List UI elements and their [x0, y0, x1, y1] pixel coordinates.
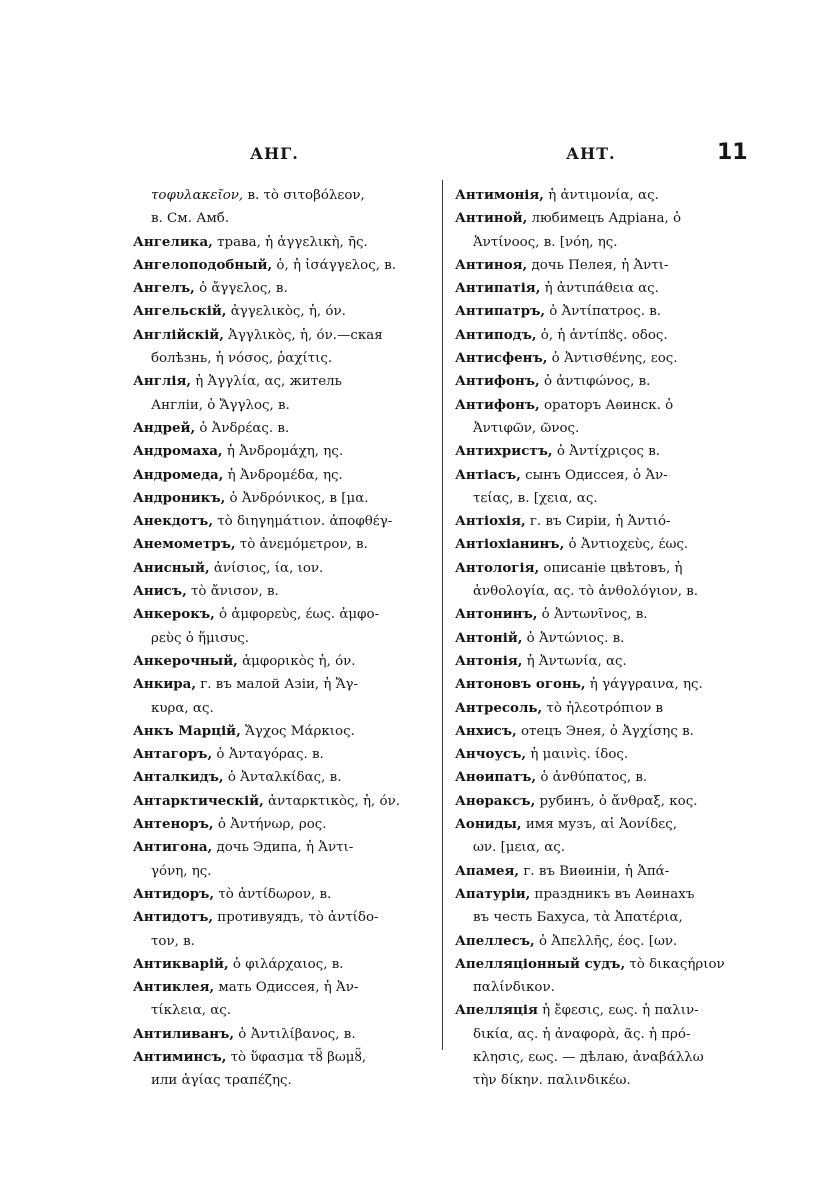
- dictionary-entry: [133, 487, 429, 510]
- dictionary-entry: [455, 207, 755, 230]
- entry-continuation-line: [133, 1069, 429, 1092]
- entry-continuation-line: [133, 207, 429, 230]
- entry-headword: Анѳраксъ,: [455, 792, 536, 809]
- entry-continuation-line: [133, 184, 429, 207]
- entry-continuation-line: [455, 1023, 755, 1046]
- dictionary-entry: [455, 743, 755, 766]
- entry-definition: ὁ ἄγγελος, в.: [194, 281, 288, 297]
- entry-headword: Англійскій,: [133, 326, 224, 343]
- entry-headword: Анкерочный,: [133, 652, 238, 669]
- entry-headword: Антіохія,: [455, 513, 526, 530]
- entry-definition: ὁ, ἡ ἀντίπȣς. οδος.: [536, 327, 668, 343]
- entry-definition: описаніе цвѣтовъ, ἡ: [539, 560, 683, 576]
- right-column: [455, 184, 755, 1093]
- entry-continuation-line: [455, 487, 755, 510]
- entry-definition: ἀνίσιος, ία, ιον.: [209, 560, 324, 576]
- entry-definition: ораторъ Аѳинск. ὁ: [539, 397, 674, 413]
- entry-headword: Антагоръ,: [133, 746, 213, 763]
- dictionary-entry: [133, 370, 429, 393]
- entry-definition: τείας, в. [χεια, ας.: [473, 490, 598, 506]
- entry-continuation-line: [133, 999, 429, 1022]
- entry-continuation-line: [455, 580, 755, 603]
- entry-definition: Ἄγχος Μάρκιος.: [240, 723, 355, 739]
- dictionary-entry: [455, 464, 755, 487]
- dictionary-entry: [133, 953, 429, 976]
- dictionary-entry: [455, 394, 755, 417]
- entry-definition: ὁ Ἀνδρέας. в.: [195, 420, 290, 436]
- entry-definition: праздникъ въ Аѳинахъ: [530, 886, 695, 902]
- entry-definition: ἀμφορικὸς ἡ, όν.: [237, 653, 356, 669]
- entry-definition: τὴν δίκην. παλινδικέω.: [473, 1073, 631, 1089]
- entry-definition: ὁ Ἀντήνωρ, ρος.: [213, 817, 327, 833]
- entry-headword: Апамея,: [455, 862, 520, 879]
- dictionary-entry: [455, 697, 755, 720]
- entry-headword: Антигона,: [133, 839, 213, 856]
- entry-continuation-line: [455, 1069, 755, 1092]
- entry-definition: τὸ διηγημάτιον. ἀποφθέγ-: [212, 514, 393, 530]
- entry-headword: Антресоль,: [455, 699, 543, 716]
- entry-definition: любимецъ Адріана, ὁ: [527, 211, 682, 227]
- entry-definition: г. въ малой Азіи, ἡ Ἄγ-: [196, 677, 359, 693]
- entry-headword: Апатуріи,: [455, 885, 531, 902]
- entry-definition: сынъ Одиссея, ὁ Ἀν-: [520, 467, 668, 483]
- entry-definition: ὁ ἀμφορεὺς, έως. ἀμφο-: [214, 607, 380, 623]
- entry-definition: ὁ Ἀνταλκίδας, в.: [223, 770, 342, 786]
- entry-definition: ἡ Ἀνδρομάχη, ης.: [222, 444, 344, 460]
- entry-definition: Ἀντίνοος, в. [νόη, ης.: [473, 234, 618, 250]
- entry-definition: τὸ ἀντίδωρον, в.: [214, 886, 332, 902]
- dictionary-entry: [133, 906, 429, 929]
- dictionary-entry: [133, 650, 429, 673]
- entry-definition: ὁ, ἡ ἰσάγγελος, в.: [272, 257, 397, 273]
- page-header: [0, 140, 840, 170]
- entry-definition: отецъ Энея, ὁ Ἀγχίσης в.: [516, 723, 694, 739]
- entry-headword: Антеноръ,: [133, 816, 214, 833]
- entry-headword: Апелляціонный судъ,: [455, 955, 626, 972]
- entry-headword: Антиподъ,: [455, 326, 537, 343]
- dictionary-entry: [133, 766, 429, 789]
- entry-headword: Анкерокъ,: [133, 606, 215, 623]
- entry-headword: Антонія,: [455, 652, 523, 669]
- dictionary-entry: [455, 254, 755, 277]
- entry-definition: ἡ Ἀντωνία, ας.: [522, 653, 627, 669]
- entry-definition: ἀνθολογία, ας. τὸ ἀνθολόγιον, в.: [473, 584, 699, 600]
- entry-definition: ἡ Ἀγγλία, ας, житель: [191, 374, 342, 390]
- entry-definition: ὁ Ἀντώνιος. в.: [522, 630, 625, 646]
- dictionary-entry: [455, 557, 755, 580]
- entry-headword: Апелляція: [455, 1002, 538, 1019]
- dictionary-entry: [455, 347, 755, 370]
- entry-definition: ἡ ἀντιμονία, ας.: [543, 188, 659, 203]
- entry-definition: ων. [μεια, ας.: [473, 840, 566, 856]
- dictionary-entry: [133, 1023, 429, 1046]
- entry-headword: Антиливанъ,: [133, 1025, 235, 1042]
- entry-definition: Ἀγγλικὸς, ἡ, όν.—ская: [223, 327, 383, 343]
- entry-definition: ἡ ἀντιπάθεια ας.: [540, 281, 659, 297]
- dictionary-entry: [133, 231, 429, 254]
- entry-definition: ὁ φιλάρχαιος, в.: [228, 956, 344, 972]
- entry-definition: дочь Эдипа, ἡ Ἀντι-: [212, 840, 354, 856]
- entry-headword: Анекдотъ,: [133, 513, 213, 530]
- entry-definition: ὁ ἀνθύπατος, в.: [536, 770, 648, 786]
- dictionary-entry: [455, 673, 755, 696]
- dictionary-entry: [133, 510, 429, 533]
- entry-definition: ρεὺς ὁ ἥμισυς.: [151, 630, 250, 646]
- dictionary-entry: [133, 300, 429, 323]
- entry-definition: Англіи, ὁ Ἄγγλος, в.: [151, 397, 290, 413]
- entry-continuation-line: [455, 417, 755, 440]
- entry-headword: Антоновъ огонь,: [455, 676, 586, 693]
- entry-definition: в. См. Амб.: [151, 211, 230, 227]
- entry-definition: ὁ Ἀντωνῖνος, в.: [537, 607, 648, 623]
- entry-headword: Антифонъ,: [455, 373, 540, 390]
- entry-headword: Антикварій,: [133, 955, 229, 972]
- entry-definition: γόνη, ης.: [151, 863, 212, 879]
- entry-headword: Анкира,: [133, 676, 197, 693]
- entry-definition: παλίνδικον.: [473, 980, 555, 996]
- page-number: 11: [717, 140, 748, 165]
- entry-definition: ὁ Ἀντίπατρος. в.: [545, 304, 662, 320]
- dictionary-entry: [133, 813, 429, 836]
- entry-definition: мать Одиссея, ἡ Ἀν-: [214, 980, 359, 996]
- dictionary-entry: [133, 254, 429, 277]
- dictionary-entry: [455, 277, 755, 300]
- dictionary-entry: [133, 580, 429, 603]
- dictionary-entry: [455, 603, 755, 626]
- entry-definition: ὁ Ἀνδρόνικος, в [μα.: [225, 490, 369, 506]
- entry-continuation-line: [133, 394, 429, 417]
- left-column: [133, 184, 429, 1093]
- dictionary-entry: [133, 533, 429, 556]
- entry-definition: г. въ Виѳиніи, ἡ Ἀπά-: [519, 863, 670, 879]
- entry-headword: Антиминсъ,: [133, 1048, 227, 1065]
- entry-definition: ἡ ἔφεσις, εως. ἡ παλιν-: [537, 1003, 699, 1019]
- dictionary-entry: [455, 930, 755, 953]
- entry-definition: ἡ γάγγραινα, ης.: [585, 677, 703, 693]
- dictionary-entry: [133, 464, 429, 487]
- dictionary-entry: [455, 324, 755, 347]
- entry-headword: Андромеда,: [133, 466, 224, 483]
- entry-definition: ἀγγελικὸς, ἡ, όν.: [226, 304, 346, 320]
- dictionary-entry: [133, 603, 429, 626]
- entry-headword: Антонинъ,: [455, 606, 538, 623]
- entry-headword: Ангельскій,: [133, 303, 227, 320]
- entry-headword: Анисный,: [133, 559, 210, 576]
- dictionary-entry: [133, 743, 429, 766]
- entry-headword: Антимонія,: [455, 187, 544, 203]
- entry-definition: дочь Пелея, ἡ Ἀντι-: [527, 257, 669, 273]
- entry-definition: τίκλεια, ας.: [151, 1003, 232, 1019]
- column-divider: [442, 180, 443, 1050]
- entry-definition: κυρα, ας.: [151, 700, 214, 716]
- header-left-guide-word: АНГ.: [250, 144, 299, 163]
- entry-definition: τὸ δικαςήριον: [625, 956, 725, 972]
- entry-definition: ὁ Ἀνταγόρας. в.: [212, 747, 324, 763]
- entry-continuation-line: [455, 1046, 755, 1069]
- dictionary-entry: [455, 440, 755, 463]
- entry-headword: Антидотъ,: [133, 909, 214, 926]
- entry-headword: Антиноя,: [455, 256, 528, 273]
- entry-headword: Аониды,: [455, 816, 522, 833]
- dictionary-entry: [455, 999, 755, 1022]
- dictionary-entry: [133, 1046, 429, 1069]
- entry-definition: Ἀντιφῶν, ῶνος.: [473, 420, 580, 436]
- entry-definition: ἡ Ἀνδρομέδα, ης.: [223, 467, 343, 483]
- entry-headword: Антиклея,: [133, 979, 215, 996]
- entry-headword: Анѳипатъ,: [455, 769, 537, 786]
- dictionary-entry: [455, 650, 755, 673]
- entry-definition: ὁ ἀντιφώνος, в.: [539, 374, 651, 390]
- entry-definition: рубинъ, ὁ ἄνθραξ, κος.: [535, 793, 698, 809]
- entry-headword: Антіохіанинъ,: [455, 536, 565, 553]
- entry-greek: τοφυλακεῖον,: [151, 188, 244, 203]
- entry-headword: Антифонъ,: [455, 396, 540, 413]
- entry-headword: Антисфенъ,: [455, 350, 548, 367]
- dictionary-entry: [455, 813, 755, 836]
- entry-headword: Анхисъ,: [455, 722, 517, 739]
- entry-continuation-line: [455, 906, 755, 929]
- entry-headword: Англія,: [133, 373, 191, 390]
- dictionary-entry: [133, 277, 429, 300]
- dictionary-entry: [455, 300, 755, 323]
- entry-headword: Ангелика,: [133, 233, 213, 250]
- entry-definition: ὁ Ἀπελλῆς, έος. [ων.: [534, 933, 678, 949]
- entry-definition: трава, ἡ ἀγγελικὴ, ῆς.: [212, 234, 368, 250]
- entry-continuation-line: [133, 347, 429, 370]
- entry-continuation-line: [455, 836, 755, 859]
- entry-headword: Антоній,: [455, 629, 523, 646]
- dictionary-entry: [455, 533, 755, 556]
- entry-definition: κλησις, εως. — дѣлаю, ἀναβάλλω: [473, 1049, 704, 1065]
- entry-definition: τὸ ἄνισον, в.: [186, 584, 279, 600]
- entry-headword: Антиной,: [455, 210, 528, 227]
- dictionary-entry: [455, 184, 755, 207]
- dictionary-entry: [133, 673, 429, 696]
- entry-definition: ὁ Ἀντισθένης, εος.: [547, 351, 678, 367]
- dictionary-entry: [133, 883, 429, 906]
- entry-definition: τὸ ἀνεμόμετρον, в.: [235, 537, 368, 553]
- entry-definition: ὁ Ἀντίχριςος в.: [552, 444, 661, 460]
- entry-definition: болѣзнь, ἡ νόσος, ῥαχίτις.: [151, 351, 333, 367]
- dictionary-entry: [455, 860, 755, 883]
- dictionary-entry: [455, 510, 755, 533]
- entry-definition: имя музъ, αἱ Ἀονίδες,: [521, 817, 677, 833]
- entry-definition: τὸ ὕφασμα τȣ̃ βωμȣ̃,: [226, 1049, 367, 1065]
- entry-headword: Антіасъ,: [455, 466, 521, 483]
- entry-continuation-line: [133, 930, 429, 953]
- entry-definition: τὸ ἡλεοτρόπιον в: [542, 700, 664, 716]
- entry-definition: ἡ μαινὶς. ίδος.: [526, 747, 629, 763]
- entry-headword: Антихристъ,: [455, 443, 553, 460]
- entry-headword: Анисъ,: [133, 583, 187, 600]
- entry-definition: δικία, ας. ἡ ἀναφορὰ, ᾶς. ἡ πρό-: [473, 1026, 691, 1042]
- dictionary-entry: [133, 440, 429, 463]
- entry-definition: или ἁγίας τραπέζης.: [151, 1073, 292, 1089]
- entry-definition: ὁ Ἀντιλίβανος, в.: [234, 1026, 356, 1042]
- dictionary-entry: [133, 720, 429, 743]
- entry-continuation-line: [455, 231, 755, 254]
- entry-headword: Анемометръ,: [133, 536, 236, 553]
- dictionary-entry: [455, 953, 755, 976]
- entry-definition: г. въ Сиріи, ἡ Ἀντιό-: [525, 514, 671, 530]
- entry-definition: противуядъ, τὸ ἀντίδο-: [213, 910, 379, 926]
- entry-headword: Ангелъ,: [133, 280, 195, 297]
- entry-continuation-line: [133, 860, 429, 883]
- entry-headword: Антипатръ,: [455, 303, 546, 320]
- entry-headword: Анкъ Марцій,: [133, 722, 241, 739]
- entry-continuation-line: [133, 627, 429, 650]
- dictionary-entry: [133, 836, 429, 859]
- dictionary-entry: [455, 720, 755, 743]
- entry-definition: в. τὸ σιτοβόλεον,: [243, 188, 365, 203]
- entry-definition: въ честь Бахуса, τὰ Ἀπατέρια,: [473, 910, 683, 926]
- dictionary-entry: [455, 627, 755, 650]
- entry-headword: Апеллесъ,: [455, 932, 535, 949]
- entry-continuation-line: [133, 697, 429, 720]
- entry-headword: Андроникъ,: [133, 489, 226, 506]
- entry-headword: Анталкидъ,: [133, 769, 224, 786]
- entry-headword: Андромаха,: [133, 443, 223, 460]
- dictionary-entry: [133, 976, 429, 999]
- entry-headword: Анчоусъ,: [455, 746, 527, 763]
- dictionary-entry: [455, 790, 755, 813]
- entry-headword: Антипатія,: [455, 280, 541, 297]
- header-right-guide-word: АНТ.: [566, 144, 616, 163]
- entry-definition: ἀνταρκτικὸς, ἡ, όν.: [263, 793, 401, 809]
- dictionary-entry: [455, 883, 755, 906]
- entry-headword: Ангелоподобный,: [133, 256, 273, 273]
- entry-headword: Антарктическій,: [133, 792, 264, 809]
- dictionary-entry: [455, 370, 755, 393]
- dictionary-entry: [133, 557, 429, 580]
- entry-definition: ὁ Ἀντιοχεὺς, έως.: [564, 537, 689, 553]
- entry-definition: τον, в.: [151, 933, 195, 949]
- entry-headword: Антологія,: [455, 559, 540, 576]
- dictionary-entry: [133, 790, 429, 813]
- dictionary-entry: [133, 417, 429, 440]
- entry-continuation-line: [455, 976, 755, 999]
- dictionary-entry: [455, 766, 755, 789]
- dictionary-entry: [133, 324, 429, 347]
- entry-headword: Андрей,: [133, 419, 196, 436]
- entry-headword: Антидоръ,: [133, 885, 215, 902]
